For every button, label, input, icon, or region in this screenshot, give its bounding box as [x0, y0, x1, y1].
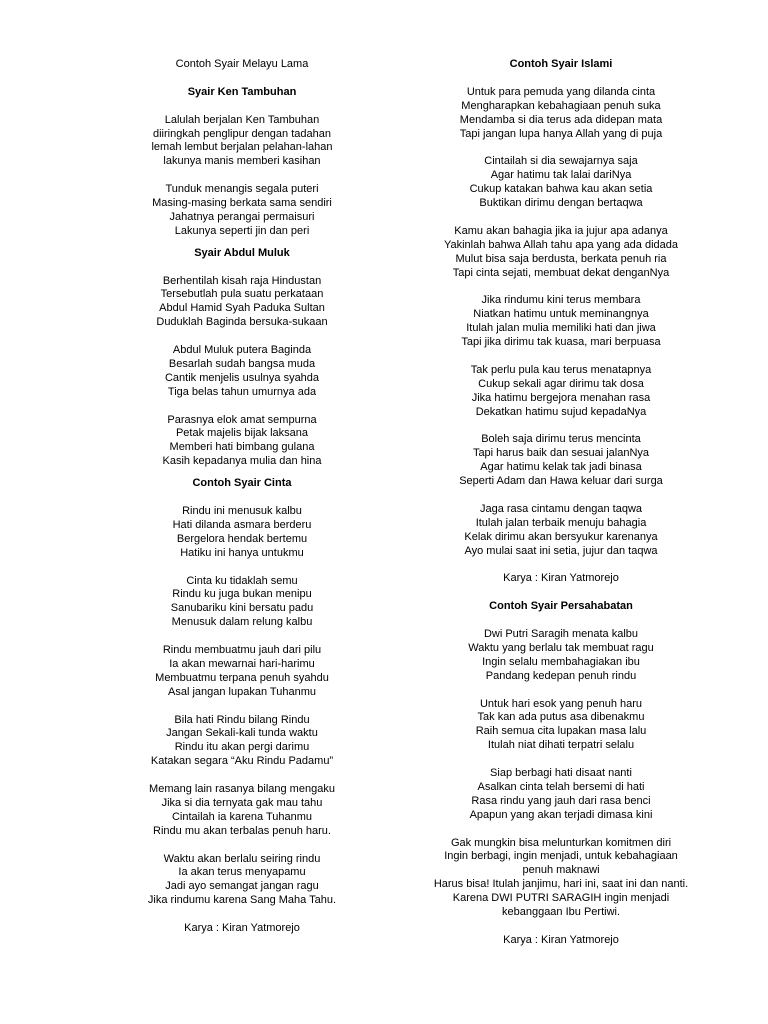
- poem-line: Rindu itu akan pergi darimu: [174, 741, 310, 754]
- poem-line: Tunduk menangis segala puteri: [165, 183, 319, 196]
- poem-line: Jaga rasa cintamu dengan taqwa: [479, 502, 643, 515]
- poem-line: Masing-masing berkata sama sendiri: [152, 197, 332, 210]
- stanza-gap: [118, 100, 366, 114]
- poem-line: penuh maknawi: [522, 864, 600, 877]
- poem-line: Cintailah ia karena Tuhanmu: [171, 810, 313, 823]
- poem-line: Seperti Adam dan Hawa keluar dari surga: [459, 475, 663, 488]
- poem-line: Cintailah si dia sewajarnya saja: [484, 155, 638, 168]
- poem-line: Parasnya elok amat sempurna: [167, 413, 317, 426]
- stanza-gap: [426, 350, 696, 364]
- poem-line: Kelak dirimu akan bersyukur karenanya: [464, 530, 658, 543]
- stanza-gap: [118, 630, 366, 644]
- poem-line: Duduklah Baginda bersuka-sukaan: [156, 316, 328, 329]
- poem-line: Rasa rindu yang jauh dari rasa benci: [471, 794, 651, 807]
- poem-line: Niatkan hatimu untuk meminangnya: [473, 308, 649, 321]
- poem-line: Cinta ku tidaklah semu: [186, 574, 298, 587]
- poem-line: Bila hati Rindu bilang Rindu: [174, 713, 310, 726]
- stanza-gap: [118, 469, 366, 477]
- poem-line: Karena DWI PUTRI SARAGIH ingin menjadi: [452, 892, 670, 905]
- stanza-gap: [426, 559, 696, 573]
- stanza-gap: [426, 753, 696, 767]
- poem-line: Karya : Kiran Yatmorejo: [184, 922, 300, 935]
- poem-line: Jika hatimu bergejora menahan rasa: [471, 391, 651, 404]
- poem-line: Pandang kedepan penuh rindu: [485, 669, 637, 682]
- poem-line: Untuk para pemuda yang dilanda cinta: [466, 85, 656, 98]
- stanza-gap: [426, 419, 696, 433]
- right-column: [426, 58, 696, 948]
- stanza-gap: [426, 489, 696, 503]
- poem-line: kebanggaan Ibu Pertiwi.: [501, 906, 621, 919]
- stanza-gap: [118, 561, 366, 575]
- poem-line: lemah lembut berjalan pelahan-lahan: [151, 141, 333, 154]
- poem-line: Harus bisa! Itulah janjimu, hari ini, saat ini dan nanti.: [433, 878, 689, 891]
- stanza-gap: [426, 920, 696, 934]
- poem-line: Ayo mulai saat ini setia, jujur dan taqwa: [464, 544, 658, 557]
- poem-line: Jadi ayo semangat jangan ragu: [165, 880, 319, 893]
- poem-line: Berhentilah kisah raja Hindustan: [162, 274, 322, 287]
- poem-line: Waktu akan berlalu seiring rindu: [163, 852, 321, 865]
- stanza-gap: [118, 700, 366, 714]
- poem-line: Kasih kepadanya mulia dan hina: [162, 455, 322, 468]
- poem-line: Besarlah sudah bangsa muda: [168, 357, 316, 370]
- left-column: [118, 58, 366, 936]
- poem-line: Rindu ini menusuk kalbu: [182, 504, 302, 517]
- poem-line: Lalulah berjalan Ken Tambuhan: [164, 113, 320, 126]
- poem-line: Sanubariku kini bersatu padu: [170, 602, 314, 615]
- poem-line: Ia akan mewarnai hari-harimu: [169, 657, 315, 670]
- section-heading: Contoh Syair Islami: [509, 58, 613, 70]
- stanza-gap: [426, 614, 696, 628]
- poem-line: Abdul Muluk putera Baginda: [172, 344, 312, 357]
- poem-line: Membuatmu terpana penuh syahdu: [155, 671, 329, 684]
- poem-line: Jika rindumu karena Sang Maha Tahu.: [147, 894, 337, 907]
- poem-line: Jika rindumu kini terus membara: [481, 294, 641, 307]
- poem-line: Tak kan ada putus asa dibenakmu: [477, 711, 645, 724]
- poem-line: Gak mungkin bisa melunturkan komitmen diri: [450, 836, 672, 849]
- poem-line: Tersebutlah pula suatu perkataan: [160, 288, 324, 301]
- poem-line: Katakan segara “Aku Rindu Padamu”: [150, 755, 334, 768]
- stanza-gap: [118, 72, 366, 86]
- poem-line: Cantik menjelis usulnya syahda: [164, 371, 320, 384]
- stanza-gap: [118, 261, 366, 275]
- poem-line: Tapi cinta sejati, membuat dekat denganNya: [452, 266, 670, 279]
- stanza-gap: [118, 400, 366, 414]
- poem-line: Ingin selalu membahagiakan ibu: [482, 655, 640, 668]
- poem-line: Siap berbagi hati disaat nanti: [490, 767, 632, 780]
- poem-line: Untuk hari esok yang penuh haru: [479, 697, 643, 710]
- poem-line: lakunya manis memberi kasihan: [163, 155, 321, 168]
- stanza-gap: [426, 280, 696, 294]
- section-heading: Syair Abdul Muluk: [194, 246, 290, 259]
- poem-line: Cukup sekali agar dirimu tak dosa: [478, 377, 644, 390]
- poem-line: Yakinlah bahwa Allah tahu apa yang ada didada: [443, 238, 679, 251]
- poem-line: Agar hatimu tak lalai dariNya: [490, 169, 632, 182]
- poem-line: diiringkah penglipur dengan tadahan: [153, 127, 331, 140]
- poem-line: Cukup katakan bahwa kau akan setia: [469, 183, 653, 196]
- poem-line: Lakunya seperti jin dan peri: [174, 224, 310, 237]
- poem-line: Mengharapkan kebahagiaan penuh suka: [461, 99, 661, 112]
- poem-line: Dekatkan hatimu sujud kepadaNya: [475, 405, 647, 418]
- poem-line: Mendamba si dia terus ada didepan mata: [459, 113, 663, 126]
- stanza-gap: [118, 769, 366, 783]
- stanza-gap: [118, 908, 366, 922]
- poem-line: Memberi hati bimbang gulana: [169, 441, 315, 454]
- poem-line: Rindu mu akan terbalas penuh haru.: [153, 824, 331, 837]
- stanza-gap: [426, 823, 696, 837]
- stanza-gap: [426, 586, 696, 600]
- poem-line: Karya : Kiran Yatmorejo: [503, 572, 619, 585]
- poem-line: Hati dilanda asmara berderu: [172, 518, 312, 531]
- stanza-gap: [426, 211, 696, 225]
- poem-line: Asalkan cinta telah bersemi di hati: [477, 780, 645, 793]
- poem-line: Itulah jalan terbaik menuju bahagia: [475, 516, 647, 529]
- stanza-gap: [426, 141, 696, 155]
- poem-line: Tak perlu pula kau terus menatapnya: [470, 363, 652, 376]
- poem-line: Kamu akan bahagia jika ia jujur apa adanya: [454, 224, 668, 237]
- poem-line: Raih semua cita lupakan masa lalu: [475, 725, 647, 738]
- section-heading: Contoh Syair Persahabatan: [489, 600, 633, 613]
- poem-line: Abdul Hamid Syah Paduka Sultan: [159, 302, 325, 315]
- poem-line: Bergelora hendak bertemu: [176, 532, 308, 545]
- poem-line: Contoh Syair Melayu Lama: [175, 58, 309, 70]
- poem-line: Jika si dia ternyata gak mau tahu: [161, 796, 323, 809]
- poem-line: Tapi jangan lupa hanya Allah yang di puja: [459, 127, 663, 140]
- poem-line: Rindu ku juga bukan menipu: [172, 588, 312, 601]
- poem-line: Rindu membuatmu jauh dari pilu: [162, 644, 322, 657]
- poem-line: Apapun yang akan terjadi dimasa kini: [469, 808, 653, 821]
- poem-line: Waktu yang berlalu tak membuat ragu: [468, 641, 654, 654]
- section-heading: Syair Ken Tambuhan: [187, 85, 297, 98]
- poem-line: Asal jangan lupakan Tuhanmu: [168, 685, 316, 698]
- poem-line: Tiga belas tahun umurnya ada: [167, 385, 317, 398]
- poem-line: Boleh saja dirimu terus mencinta: [481, 433, 641, 446]
- section-heading: Contoh Syair Cinta: [192, 477, 292, 490]
- poem-line: Jahatnya perangai permaisuri: [169, 210, 315, 223]
- poem-line: Ingin berbagi, ingin menjadi, untuk kebahagiaan: [444, 850, 678, 863]
- poem-line: Buktikan dirimu dengan bertaqwa: [479, 197, 643, 210]
- stanza-gap: [426, 684, 696, 698]
- stanza-gap: [118, 491, 366, 505]
- stanza-gap: [118, 239, 366, 247]
- stanza-gap: [118, 839, 366, 853]
- poem-line: Tapi harus baik dan sesuai jalanNya: [472, 447, 650, 460]
- poem-line: Itulah jalan mulia memiliki hati dan jiwa: [466, 322, 656, 335]
- poem-line: Menusuk dalam relung kalbu: [171, 616, 313, 629]
- poem-line: Dwi Putri Saragih menata kalbu: [483, 628, 639, 640]
- poem-line: Jangan Sekali-kali tunda waktu: [166, 727, 318, 740]
- poem-line: Petak majelis bijak laksana: [175, 427, 309, 440]
- poem-line: Agar hatimu kelak tak jadi binasa: [480, 461, 642, 474]
- poem-line: Ia akan terus menyapamu: [178, 866, 306, 879]
- stanza-gap: [118, 169, 366, 183]
- poem-line: Memang lain rasanya bilang mengaku: [149, 783, 335, 796]
- poem-line: Mulut bisa saja berdusta, berkata penuh ria: [455, 252, 667, 265]
- poem-line: Itulah niat dihati terpatri selalu: [487, 739, 635, 752]
- poem-line: Karya : Kiran Yatmorejo: [503, 933, 619, 946]
- stanza-gap: [118, 330, 366, 344]
- poem-line: Hatiku ini hanya untukmu: [180, 546, 304, 559]
- stanza-gap: [426, 72, 696, 86]
- poem-line: Tapi jika dirimu tak kuasa, mari berpuasa: [461, 336, 661, 349]
